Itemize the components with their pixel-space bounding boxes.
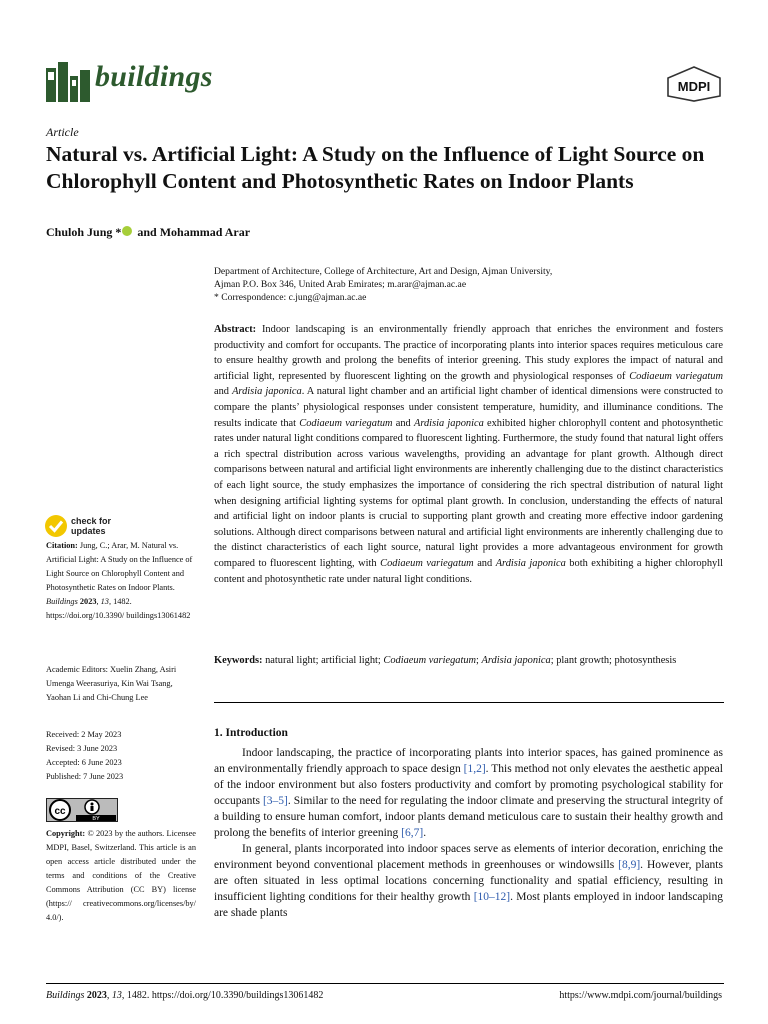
- species-name: Ardisia japonica: [232, 386, 302, 398]
- article-type: Article: [46, 125, 79, 139]
- keyword-species: Codiaeum variegatum: [383, 655, 477, 666]
- abstract-text: and: [214, 386, 233, 398]
- footer-citation: Buildings 2023, 13, 1482. https://doi.org/10.3390/buildings13061482: [46, 990, 324, 1001]
- abstract-text: and: [392, 417, 414, 429]
- introduction-body: [214, 745, 723, 921]
- species-name: Ardisia japonica: [495, 557, 566, 569]
- author-list: [46, 225, 250, 240]
- author-name[interactable]: Chuloh Jung *: [46, 225, 122, 239]
- article-dates: [46, 728, 196, 784]
- citation-label: Citation:: [46, 541, 78, 550]
- accepted-date: Accepted: 6 June 2023: [46, 758, 122, 767]
- footer-doi-link[interactable]: , 1482. https://doi.org/10.3390/buildings13061482: [121, 990, 324, 1001]
- species-name: Codiaeum variegatum: [629, 370, 723, 382]
- keywords-label: Keywords:: [214, 655, 263, 666]
- abstract-text: . A natural light chamber and an artificial light chamber of identical dimensions were constructed to compare the plants’ physiological responses under consistent temperature, humidity, and illuminance conditions. The results indicate that: [214, 386, 723, 429]
- revised-date: Revised: 3 June 2023: [46, 744, 118, 753]
- citation-link[interactable]: [3–5]: [262, 795, 288, 807]
- citation-link[interactable]: [10–12]: [473, 891, 511, 903]
- cc-label: BY: [92, 816, 100, 822]
- svg-text:cc: cc: [54, 806, 66, 817]
- academic-editors: Academic Editors: Xuelin Zhang, Asiri Umenga Weerasuriya, Kin Wai Tsang, Yaohan Li and Chi-Chung Lee: [46, 665, 177, 702]
- affiliation-line: Ajman P.O. Box 346, United Arab Emirates; m.arar@ajman.ac.ae: [214, 279, 467, 290]
- check-updates-text: check for: [71, 516, 112, 526]
- received-date: Received: 2 May 2023: [46, 730, 122, 739]
- publisher-name: MDPI: [677, 79, 711, 94]
- doi-link[interactable]: , 1482. https://doi.org/10.3390/ buildings13061482: [46, 597, 191, 620]
- keyword-species: Ardisia japonica: [481, 655, 551, 666]
- species-name: Codiaeum variegatum: [380, 557, 474, 569]
- keyword-text: ; plant growth; photosynthesis: [550, 655, 677, 666]
- affiliation: [214, 265, 724, 304]
- abstract-text: and: [473, 557, 496, 569]
- citation-block: Citation: Jung, C.; Arar, M. Natural vs. Artificial Light: A Study on the Influence of Light Source on Chlorophyll Content and Photosynthetic Rates on Indoor Plants. Buildings 2023, 13, 1482. https://doi.org/10.3390/ buildings13061482: [46, 541, 193, 620]
- article-title: Natural vs. Artificial Light: A Study on the Influence of Light Source on Chlorophyll Content and Photosynthetic Rates on Indoor Plants: [46, 142, 705, 193]
- keyword-text: ;: [476, 655, 482, 666]
- citation-link[interactable]: [8,9]: [618, 859, 641, 871]
- abstract-label: Abstract:: [214, 324, 257, 335]
- affiliation-line: Department of Architecture, College of Architecture, Art and Design, Ajman University,: [214, 266, 553, 277]
- cc-by-license-icon[interactable]: [46, 798, 118, 822]
- check-for-updates-badge[interactable]: [44, 513, 134, 539]
- check-updates-text: updates: [71, 526, 106, 536]
- published-date: Published: 7 June 2023: [46, 772, 124, 781]
- author-name: and Mohammad Arar: [137, 225, 251, 239]
- species-name: Codiaeum variegatum: [299, 417, 393, 429]
- abstract: [214, 322, 723, 587]
- section-heading: 1. Introduction: [214, 727, 288, 739]
- citation-link[interactable]: [1,2]: [463, 763, 486, 775]
- abstract-text: Indoor landscaping is an environmentally friendly approach that enriches the environment and fosters productivity and comfort for occupants. The practice of incorporating plants into interior spaces requires meticulous care to ensure healthy growth and prolong the benefits of interior greening. This study explores the impact of natural and artificial light, represented by fluorescent lighting on the growth and physiological responses of: [214, 324, 723, 382]
- mdpi-logo[interactable]: [666, 66, 722, 102]
- paragraph: In general, plants incorporated into indoor spaces serve as elements of interior decoration, enriching the environment beyond conventional placement methods in greenhouses or windowsills [8,9]. However, plants are often situated in less optimal locations concerning functionality and spatial efficiency, resulting in insufficient lighting conditions for their healthy growth [10–12]. Most plants employed in indoor landscaping are shade plants: [214, 843, 723, 919]
- copyright-notice: Copyright: © 2023 by the authors. Licensee MDPI, Basel, Switzerland. This article is an open access article distributed under the terms and conditions of the Creative Commons Attribution (CC BY) license (https:// creativecommons.org/licenses/by/ 4.0/).: [46, 829, 196, 922]
- journal-logo-icon: [46, 62, 90, 102]
- abstract-text: exhibited higher chlorophyll content and photosynthetic rates under natural light conditions compared to fluorescent lighting. Furthermore, the study found that natural light offers a rich spectral distribution across various wavelengths, providing an advantage for plant growth. Although direct comparisons between natural and artificial light environments are inherently challenging due to the distinct characteristics of each light source, the study emphasizes the importance of considering the rich spectral distribution of natural light when designing artificial lighting systems for optimal plant growth. In conclusion, understanding the effects of natural and artificial light on indoor plants is crucial to supporting plant growth and creating more effective indoor gardening solutions. Although direct comparisons between natural and artificial light environments are inherently challenging due to the distinct characteristics of each light source, natural light provides a more advantageous environment for growth compared to fluorescent lighting, with: [214, 417, 723, 569]
- orcid-icon[interactable]: [122, 226, 132, 236]
- species-name: Ardisia japonica: [413, 417, 484, 429]
- journal-name: buildings: [95, 60, 213, 93]
- abstract-text: both exhibiting a higher chlorophyll content and photosynthetic rate under natural light conditions.: [214, 557, 723, 585]
- citation-link[interactable]: [6,7]: [401, 827, 424, 839]
- paragraph: Indoor landscaping, the practice of incorporating plants into interior spaces, has gained prominence as an environmentally friendly approach to space design [1,2]. This method not only elevates the aesthetic appeal of the indoor environment but also fosters productivity and comfort by promoting psychological stability for occupants [3–5]. Similar to the need for regulating the indoor climate and preserving the structural integrity of a building to ensure human comfort, indoor plants demand meticulous care to sustain their healthy growth and prolong the benefits of interior greening [6,7].: [214, 747, 724, 839]
- section-divider: [214, 702, 724, 703]
- footer-divider: [46, 983, 724, 984]
- keyword-text: natural light; artificial light;: [265, 655, 384, 666]
- correspondence: * Correspondence: c.jung@ajman.ac.ae: [214, 292, 367, 303]
- keywords: [214, 653, 723, 669]
- copyright-label: Copyright:: [46, 829, 86, 838]
- journal-url[interactable]: https://www.mdpi.com/journal/buildings: [559, 990, 722, 1001]
